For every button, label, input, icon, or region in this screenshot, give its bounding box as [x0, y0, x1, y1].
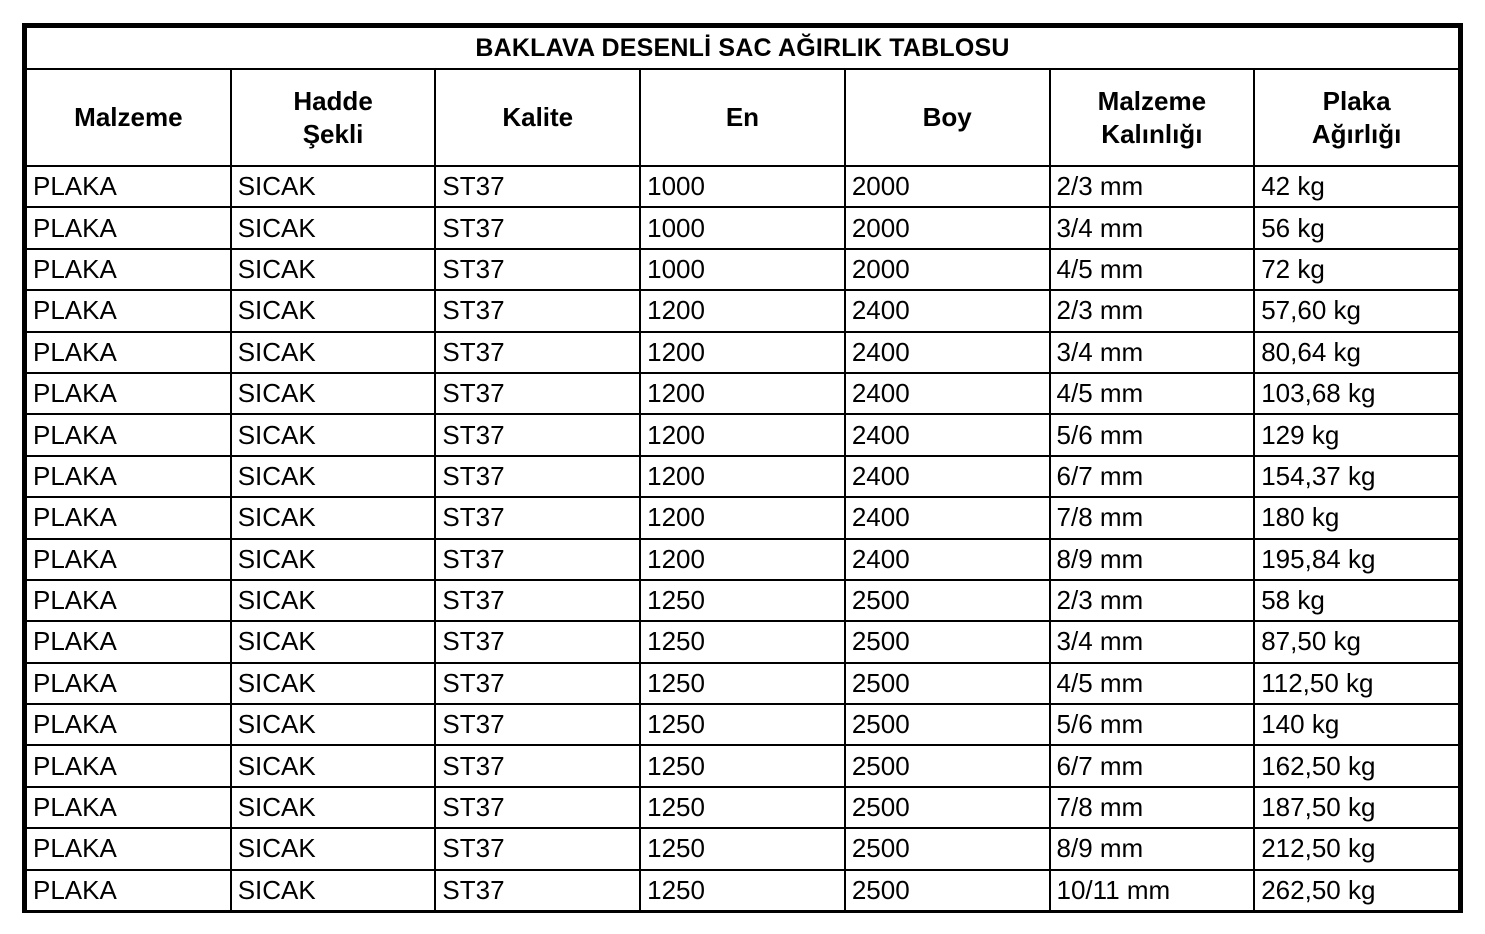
cell-malzeme: PLAKA [26, 414, 231, 455]
table-title: BAKLAVA DESENLİ SAC AĞIRLIK TABLOSU [26, 27, 1459, 69]
cell-hadde-sekli: SICAK [231, 166, 436, 207]
cell-agirlik: 212,50 kg [1254, 828, 1459, 869]
header-row [26, 69, 1459, 166]
cell-kalinlik: 8/9 mm [1050, 828, 1255, 869]
cell-en: 1250 [640, 621, 845, 662]
cell-boy: 2500 [845, 745, 1050, 786]
cell-kalinlik: 3/4 mm [1050, 207, 1255, 248]
cell-hadde-sekli: SICAK [231, 539, 436, 580]
cell-kalite: ST37 [435, 207, 640, 248]
cell-malzeme: PLAKA [26, 373, 231, 414]
cell-kalite: ST37 [435, 539, 640, 580]
header-boy: Boy [845, 69, 1050, 166]
cell-malzeme: PLAKA [26, 497, 231, 538]
table-row [26, 373, 1459, 414]
cell-boy: 2400 [845, 373, 1050, 414]
header-plaka-agirligi: Plaka Ağırlığı [1254, 69, 1459, 166]
cell-boy: 2000 [845, 207, 1050, 248]
cell-boy: 2400 [845, 456, 1050, 497]
cell-agirlik: 180 kg [1254, 497, 1459, 538]
cell-hadde-sekli: SICAK [231, 663, 436, 704]
cell-agirlik: 80,64 kg [1254, 332, 1459, 373]
cell-boy: 2400 [845, 332, 1050, 373]
table-row [26, 539, 1459, 580]
cell-kalite: ST37 [435, 787, 640, 828]
header-malzeme: Malzeme [26, 69, 231, 166]
cell-malzeme: PLAKA [26, 828, 231, 869]
cell-boy: 2500 [845, 580, 1050, 621]
table-row [26, 332, 1459, 373]
cell-agirlik: 262,50 kg [1254, 870, 1459, 911]
cell-agirlik: 162,50 kg [1254, 745, 1459, 786]
cell-hadde-sekli: SICAK [231, 497, 436, 538]
cell-malzeme: PLAKA [26, 704, 231, 745]
cell-agirlik: 195,84 kg [1254, 539, 1459, 580]
cell-kalite: ST37 [435, 373, 640, 414]
cell-en: 1000 [640, 207, 845, 248]
cell-kalinlik: 4/5 mm [1050, 249, 1255, 290]
cell-hadde-sekli: SICAK [231, 414, 436, 455]
cell-kalinlik: 7/8 mm [1050, 787, 1255, 828]
cell-agirlik: 42 kg [1254, 166, 1459, 207]
cell-kalite: ST37 [435, 290, 640, 331]
cell-agirlik: 129 kg [1254, 414, 1459, 455]
cell-kalinlik: 4/5 mm [1050, 663, 1255, 704]
cell-kalinlik: 10/11 mm [1050, 870, 1255, 911]
cell-agirlik: 103,68 kg [1254, 373, 1459, 414]
cell-kalite: ST37 [435, 704, 640, 745]
cell-kalite: ST37 [435, 332, 640, 373]
cell-malzeme: PLAKA [26, 332, 231, 373]
cell-boy: 2500 [845, 870, 1050, 911]
cell-en: 1200 [640, 414, 845, 455]
cell-boy: 2500 [845, 663, 1050, 704]
cell-en: 1250 [640, 745, 845, 786]
cell-hadde-sekli: SICAK [231, 290, 436, 331]
cell-kalite: ST37 [435, 580, 640, 621]
cell-kalinlik: 4/5 mm [1050, 373, 1255, 414]
cell-boy: 2000 [845, 249, 1050, 290]
cell-agirlik: 187,50 kg [1254, 787, 1459, 828]
cell-kalinlik: 6/7 mm [1050, 745, 1255, 786]
cell-boy: 2500 [845, 621, 1050, 662]
weight-table-sheet [22, 23, 1463, 913]
cell-en: 1250 [640, 580, 845, 621]
cell-malzeme: PLAKA [26, 621, 231, 662]
cell-en: 1250 [640, 828, 845, 869]
table-row [26, 580, 1459, 621]
cell-kalite: ST37 [435, 870, 640, 911]
table-row [26, 787, 1459, 828]
cell-hadde-sekli: SICAK [231, 828, 436, 869]
cell-malzeme: PLAKA [26, 456, 231, 497]
cell-boy: 2400 [845, 414, 1050, 455]
cell-agirlik: 140 kg [1254, 704, 1459, 745]
header-en: En [640, 69, 845, 166]
cell-kalite: ST37 [435, 414, 640, 455]
cell-boy: 2500 [845, 828, 1050, 869]
cell-en: 1200 [640, 456, 845, 497]
cell-en: 1200 [640, 539, 845, 580]
table-row [26, 870, 1459, 911]
cell-kalinlik: 2/3 mm [1050, 166, 1255, 207]
cell-kalite: ST37 [435, 621, 640, 662]
cell-en: 1200 [640, 332, 845, 373]
cell-hadde-sekli: SICAK [231, 456, 436, 497]
cell-kalinlik: 7/8 mm [1050, 497, 1255, 538]
cell-hadde-sekli: SICAK [231, 207, 436, 248]
table-row [26, 207, 1459, 248]
cell-malzeme: PLAKA [26, 580, 231, 621]
cell-boy: 2000 [845, 166, 1050, 207]
table-row [26, 414, 1459, 455]
table-row [26, 663, 1459, 704]
table-row [26, 704, 1459, 745]
cell-en: 1000 [640, 249, 845, 290]
cell-malzeme: PLAKA [26, 787, 231, 828]
cell-boy: 2500 [845, 704, 1050, 745]
cell-kalinlik: 5/6 mm [1050, 414, 1255, 455]
cell-kalinlik: 2/3 mm [1050, 580, 1255, 621]
cell-hadde-sekli: SICAK [231, 249, 436, 290]
cell-kalite: ST37 [435, 745, 640, 786]
table-row [26, 745, 1459, 786]
cell-kalite: ST37 [435, 249, 640, 290]
cell-kalite: ST37 [435, 663, 640, 704]
table-row [26, 249, 1459, 290]
cell-en: 1250 [640, 663, 845, 704]
cell-malzeme: PLAKA [26, 745, 231, 786]
cell-kalinlik: 3/4 mm [1050, 332, 1255, 373]
cell-hadde-sekli: SICAK [231, 332, 436, 373]
cell-agirlik: 87,50 kg [1254, 621, 1459, 662]
cell-boy: 2400 [845, 539, 1050, 580]
cell-en: 1000 [640, 166, 845, 207]
cell-en: 1250 [640, 870, 845, 911]
cell-boy: 2500 [845, 787, 1050, 828]
cell-agirlik: 58 kg [1254, 580, 1459, 621]
cell-kalinlik: 3/4 mm [1050, 621, 1255, 662]
header-kalite: Kalite [435, 69, 640, 166]
cell-boy: 2400 [845, 497, 1050, 538]
cell-kalite: ST37 [435, 166, 640, 207]
cell-hadde-sekli: SICAK [231, 745, 436, 786]
cell-malzeme: PLAKA [26, 870, 231, 911]
cell-en: 1200 [640, 373, 845, 414]
cell-kalinlik: 8/9 mm [1050, 539, 1255, 580]
table-row [26, 456, 1459, 497]
cell-malzeme: PLAKA [26, 249, 231, 290]
title-row [26, 27, 1459, 69]
cell-hadde-sekli: SICAK [231, 870, 436, 911]
cell-kalite: ST37 [435, 497, 640, 538]
cell-hadde-sekli: SICAK [231, 373, 436, 414]
table-row [26, 621, 1459, 662]
cell-en: 1250 [640, 787, 845, 828]
cell-hadde-sekli: SICAK [231, 787, 436, 828]
cell-agirlik: 154,37 kg [1254, 456, 1459, 497]
weight-table [25, 26, 1460, 912]
table-row [26, 290, 1459, 331]
cell-en: 1200 [640, 290, 845, 331]
cell-malzeme: PLAKA [26, 663, 231, 704]
cell-hadde-sekli: SICAK [231, 621, 436, 662]
cell-hadde-sekli: SICAK [231, 580, 436, 621]
cell-en: 1250 [640, 704, 845, 745]
cell-malzeme: PLAKA [26, 290, 231, 331]
table-row [26, 828, 1459, 869]
cell-agirlik: 72 kg [1254, 249, 1459, 290]
cell-kalinlik: 2/3 mm [1050, 290, 1255, 331]
cell-agirlik: 56 kg [1254, 207, 1459, 248]
cell-malzeme: PLAKA [26, 207, 231, 248]
table-row [26, 166, 1459, 207]
cell-hadde-sekli: SICAK [231, 704, 436, 745]
cell-kalinlik: 6/7 mm [1050, 456, 1255, 497]
cell-malzeme: PLAKA [26, 166, 231, 207]
cell-agirlik: 57,60 kg [1254, 290, 1459, 331]
cell-en: 1200 [640, 497, 845, 538]
cell-kalite: ST37 [435, 456, 640, 497]
table-row [26, 497, 1459, 538]
header-hadde-sekli: Hadde Şekli [231, 69, 436, 166]
cell-agirlik: 112,50 kg [1254, 663, 1459, 704]
cell-kalite: ST37 [435, 828, 640, 869]
header-malzeme-kalinligi: Malzeme Kalınlığı [1050, 69, 1255, 166]
cell-boy: 2400 [845, 290, 1050, 331]
cell-malzeme: PLAKA [26, 539, 231, 580]
cell-kalinlik: 5/6 mm [1050, 704, 1255, 745]
